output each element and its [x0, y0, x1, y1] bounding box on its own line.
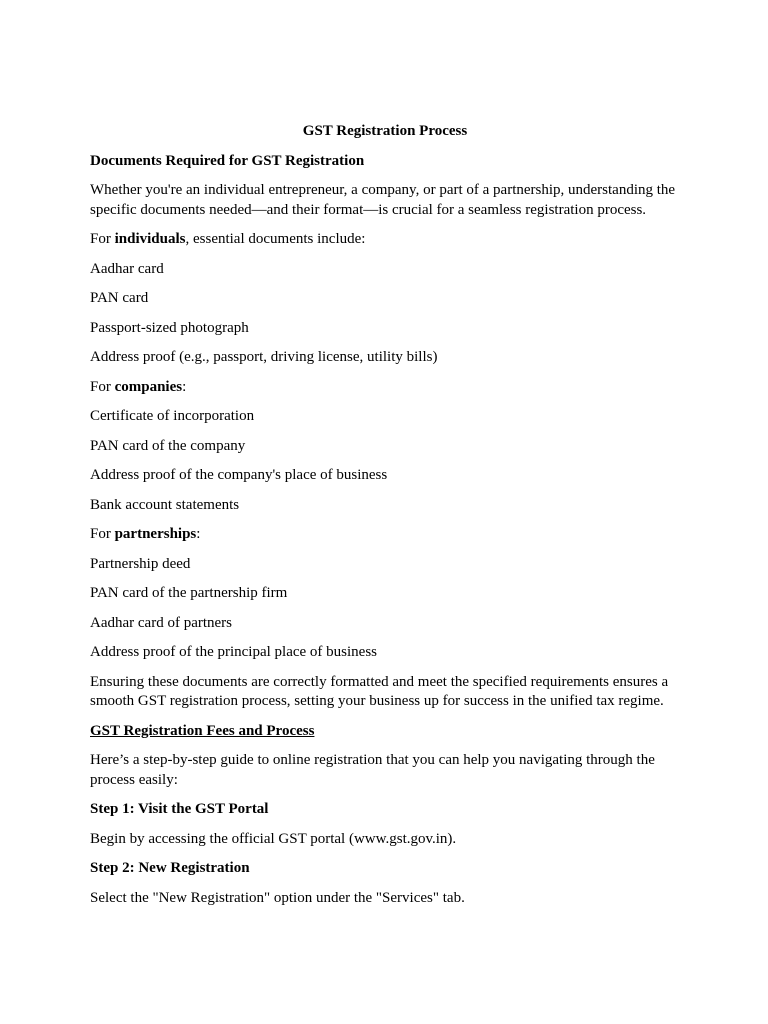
- companies-suffix: :: [182, 378, 187, 395]
- list-item: Address proof (e.g., passport, driving license, utility bills): [90, 349, 438, 365]
- individuals-prefix: For: [90, 231, 115, 247]
- section-heading-documents: Documents Required for GST Registration: [90, 152, 365, 169]
- companies-label: companies: [114, 378, 183, 395]
- individuals-suffix: , essential documents include:: [185, 231, 366, 247]
- companies-prefix: For: [90, 378, 115, 395]
- document-title: GST Registration Process: [302, 123, 468, 139]
- step-heading: Step 2: New Registration: [90, 860, 250, 876]
- list-item: Bank account statements: [90, 496, 240, 513]
- individuals-lead: [90, 230, 680, 250]
- step-text: Select the "New Registration" option under the "Services" tab.: [90, 889, 465, 906]
- list-item: Address proof of the principal place of business: [90, 644, 378, 660]
- companies-lead: [90, 378, 680, 398]
- partnerships-label: partnerships: [114, 526, 197, 542]
- list-item: Certificate of incorporation: [90, 408, 255, 424]
- closing-paragraph: Ensuring these documents are correctly formatted and meet the specified requirements ensures a smooth GST registration process, setting your business up for success in the unified tax regime.: [90, 673, 669, 709]
- list-item: PAN card of the partnership firm: [90, 585, 288, 601]
- list-item: Partnership deed: [90, 555, 191, 572]
- list-item: PAN card: [90, 290, 149, 306]
- partnerships-lead: [90, 525, 680, 545]
- partnerships-prefix: For: [90, 526, 115, 542]
- section-heading-fees-process: GST Registration Fees and Process: [90, 722, 315, 739]
- document-page: [90, 122, 680, 918]
- list-item: Address proof of the company's place of business: [90, 467, 388, 483]
- section2-intro-paragraph: Here’s a step-by-step guide to online registration that you can help you navigating through the process easily:: [90, 752, 655, 788]
- list-item: PAN card of the company: [90, 437, 246, 454]
- partnerships-suffix: :: [196, 526, 201, 542]
- list-item: Aadhar card of partners: [90, 614, 233, 631]
- intro-paragraph: Whether you're an individual entrepreneur, a company, or part of a partnership, understanding the specific documents needed—and their format—is crucial for a seamless registration process.: [90, 182, 676, 218]
- list-item: Passport-sized photograph: [90, 319, 249, 336]
- individuals-label: individuals: [114, 231, 186, 247]
- list-item: Aadhar card: [90, 260, 164, 277]
- step-heading: Step 1: Visit the GST Portal: [90, 801, 269, 817]
- step-text: Begin by accessing the official GST portal (www.gst.gov.in).: [90, 830, 457, 847]
